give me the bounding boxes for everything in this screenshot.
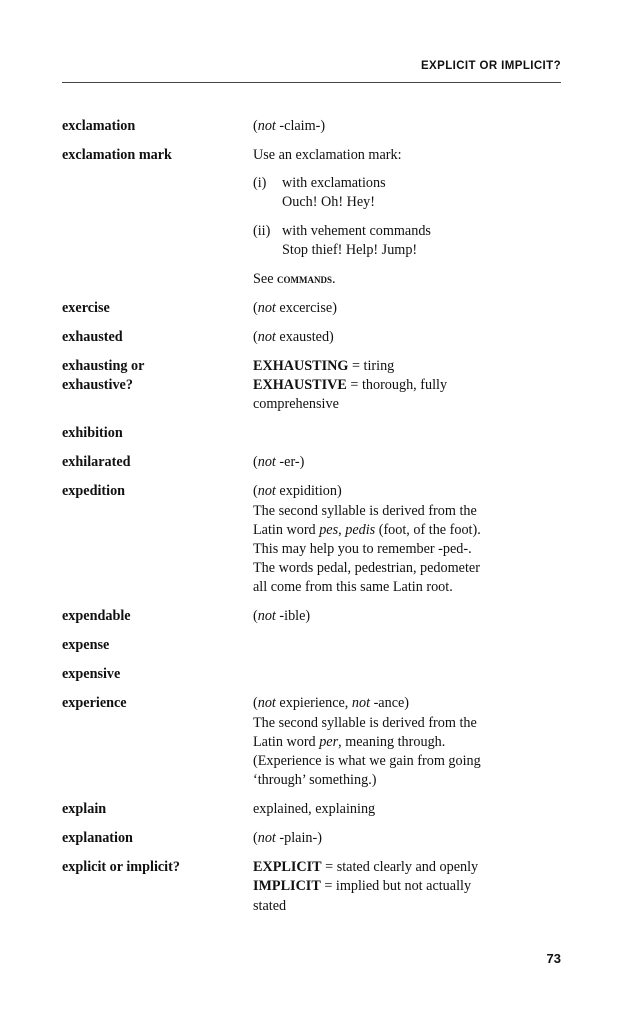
spelling-note: -ible) [275,608,311,625]
defined-term: EXHAUSTING [253,358,349,375]
entry-exhausting-or-exhaustive [62,357,569,415]
latin-word: pes [319,521,339,538]
entry-expedition [62,482,569,597]
headword: exhausted [62,329,123,346]
headword: exclamation mark [62,147,172,163]
definition: (not expidition) The second syllable is derived from the Latin word pes, pedis (foot, of the foot). This may help you to remember -ped-. The words pedal, pedestrian, pedometer all come from this same Latin root. [253,482,569,597]
definition: explained, explaining [253,801,376,818]
definition: (not expierience, not -ance) The second syllable is derived from the Latin word per, meaning through. (Experience is what we gain from going ‘through’ something.) [253,694,569,790]
note-line: all come from this same Latin root. [253,579,453,596]
definition: (not -plain-) [253,830,322,847]
item-text: with vehement commands [282,222,431,239]
item-number: (i) [253,175,267,192]
entry-expendable [62,607,569,626]
entry-explanation [62,829,569,848]
headword: expedition [62,483,126,500]
defined-term: EXPLICIT [253,859,322,876]
entry-experience [62,694,569,790]
definition [253,146,569,289]
definition: (not -claim-) [253,118,326,134]
definition-line: IMPLICIT = implied but not actually [253,878,472,895]
entry-expensive [62,665,569,684]
definition-line: EXHAUSTIVE = thorough, fully [253,377,448,394]
headword: expendable [62,608,131,625]
definition: (not exausted) [253,329,334,346]
not-label: not [257,118,276,134]
note-line: The words pedal, pedestrian, pedometer [253,560,480,577]
entry-explicit-or-implicit [62,858,569,916]
note-line: The second syllable is derived from the [253,714,477,731]
defined-term: EXHAUSTIVE [253,377,347,394]
not-label: not [257,483,276,500]
usage-item [253,174,569,212]
note-line: This may help you to remember -ped-. [253,541,472,558]
note-line: ‘through’ something.) [253,772,377,789]
spelling-note: -claim-) [275,118,326,134]
headword: exhausting or exhaustive? [62,358,145,394]
usage-item [253,222,569,260]
definition: (not -er-) [253,454,305,471]
entry-exhibition [62,424,569,443]
not-label: not [257,695,276,712]
definition: (not -ible) [253,608,311,625]
not-label: not [257,454,276,471]
not-label: not [257,608,276,625]
entry-exclamation-mark [62,146,569,289]
headword: expensive [62,666,121,683]
headword: explicit or implicit? [62,859,180,876]
usage-intro: Use an exclamation mark: [253,147,402,163]
headword: exhibition [62,425,123,442]
dictionary-entries [62,117,569,926]
entry-exhausted [62,328,569,347]
cross-reference: commands [277,271,333,287]
definition-line: EXPLICIT = stated clearly and openly [253,859,479,876]
headword: explain [62,801,107,818]
note-line: The second syllable is derived from the [253,502,477,519]
note-line: Latin word per, meaning through. [253,733,446,750]
not-label: not [257,300,276,317]
header-rule [62,82,561,83]
item-example: Stop thief! Help! Jump! [282,241,418,258]
spelling-note: exausted) [275,329,334,346]
entry-exercise [62,299,569,318]
spelling-note: -er-) [275,454,305,471]
note-line: (Experience is what we gain from going [253,753,481,770]
not-label: not [257,830,276,847]
latin-word: per [319,733,339,750]
item-example: Ouch! Oh! Hey! [282,194,375,211]
see-also: See commands. [253,271,336,288]
note-line: Latin word pes, pedis (foot, of the foot). [253,521,481,538]
entry-expense [62,636,569,655]
headword: experience [62,695,127,712]
defined-term: IMPLICIT [253,878,321,895]
not-label: not [257,329,276,346]
headword: explanation [62,830,133,847]
entry-exclamation [62,117,569,136]
headword: exclamation [62,118,136,134]
entry-explain [62,800,569,819]
item-number: (ii) [253,222,271,239]
definition: EXHAUSTING = tiring EXHAUSTIVE = thorough, fully comprehensive [253,357,569,415]
definition-line: EXHAUSTING = tiring [253,358,395,375]
not-label: not [351,695,371,712]
headword: exhilarated [62,454,131,471]
item-text: with exclamations [282,175,386,192]
spelling-note: expidition) [275,483,342,500]
spelling-note: -plain-) [275,830,322,847]
definition: EXPLICIT = stated clearly and openly IMPLICIT = implied but not actually stated [253,858,569,916]
definition: (not excercise) [253,300,337,317]
entry-exhilarated [62,453,569,472]
spelling-note: excercise) [275,300,337,317]
latin-word: pedis [345,521,376,538]
headword: expense [62,637,110,654]
running-header: EXPLICIT OR IMPLICIT? [420,60,561,72]
page-number: 73 [546,951,561,966]
headword: exercise [62,300,110,317]
